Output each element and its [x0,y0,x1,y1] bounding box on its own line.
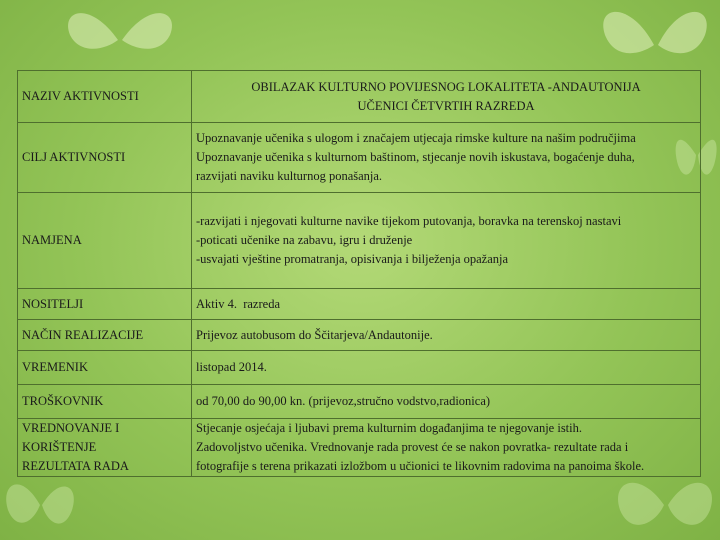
row-label: VREMENIK [18,351,192,385]
value-line: Upoznavanje učenika s kulturnom baštinom, stjecanje novih iskustava, bogaćenje duha, [196,150,635,164]
value-line: -razvijati i njegovati kulturne navike tijekom putovanja, boravka na terenskoj nastavi [196,214,622,228]
table-row [18,351,701,385]
table-row [18,385,701,419]
table-row [18,289,701,320]
row-value [192,193,701,289]
label-line: REZULTATA RADA [22,459,129,473]
row-label: NOSITELJI [18,289,192,320]
row-label: CILJ AKTIVNOSTI [18,123,192,193]
label-line: KORIŠTENJE [22,440,97,454]
activity-table [17,70,701,477]
row-value [192,123,701,193]
value-line: OBILAZAK KULTURNO POVIJESNOG LOKALITETA -ANDAUTONIJA [251,79,641,94]
value-line: razvijati naviku kulturnog ponašanja. [196,169,383,183]
row-value [192,385,701,419]
value-line: listopad 2014. [196,360,267,374]
value-line: Zadovoljstvo učenika. Vrednovanje rada provest će se nakon povratka- rezultate rada i [196,440,629,454]
value-line: -poticati učenike na zabavu, igru i druženje [196,233,413,247]
value-line: UČENICI ČETVRTIH RAZREDA [357,98,535,113]
row-value [192,71,701,123]
row-label [18,419,192,477]
table-row [18,320,701,351]
table-row [18,123,701,193]
value-line: Prijevoz autobusom do Ščitarjeva/Andautonije. [196,327,433,342]
row-value [192,289,701,320]
value-line: Stjecanje osjećaja i ljubavi prema kulturnim događanjima te njegovanje istih. [196,421,582,435]
label-line: VREDNOVANJE I [22,421,120,435]
butterfly-decoration-top-right [590,0,720,75]
value-line: Upoznavanje učenika s ulogom i značajem utjecaja rimske kulture na našim područjima [196,131,636,145]
row-label: TROŠKOVNIK [18,385,192,419]
row-value [192,351,701,385]
row-label: NAČIN REALIZACIJE [18,320,192,351]
butterfly-decoration-top-left [60,0,180,70]
value-line: -usvajati vještine promatranja, opisivanja i bilježenja opažanja [196,252,509,266]
value-line: fotografije s terena prikazati izložbom u učionici te likovnim radovima na panoima škole. [196,459,645,473]
table-row [18,71,701,123]
butterfly-decoration-bottom-left [0,470,80,540]
value-line: od 70,00 do 90,00 kn. (prijevoz,stručno vodstvo,radionica) [196,394,491,408]
table-row [18,419,701,477]
row-value [192,419,701,477]
row-value [192,320,701,351]
row-label: NAZIV AKTIVNOSTI [18,71,192,123]
value-line: Aktiv 4. razreda [196,296,280,311]
table-row [18,193,701,289]
row-label: NAMJENA [18,193,192,289]
